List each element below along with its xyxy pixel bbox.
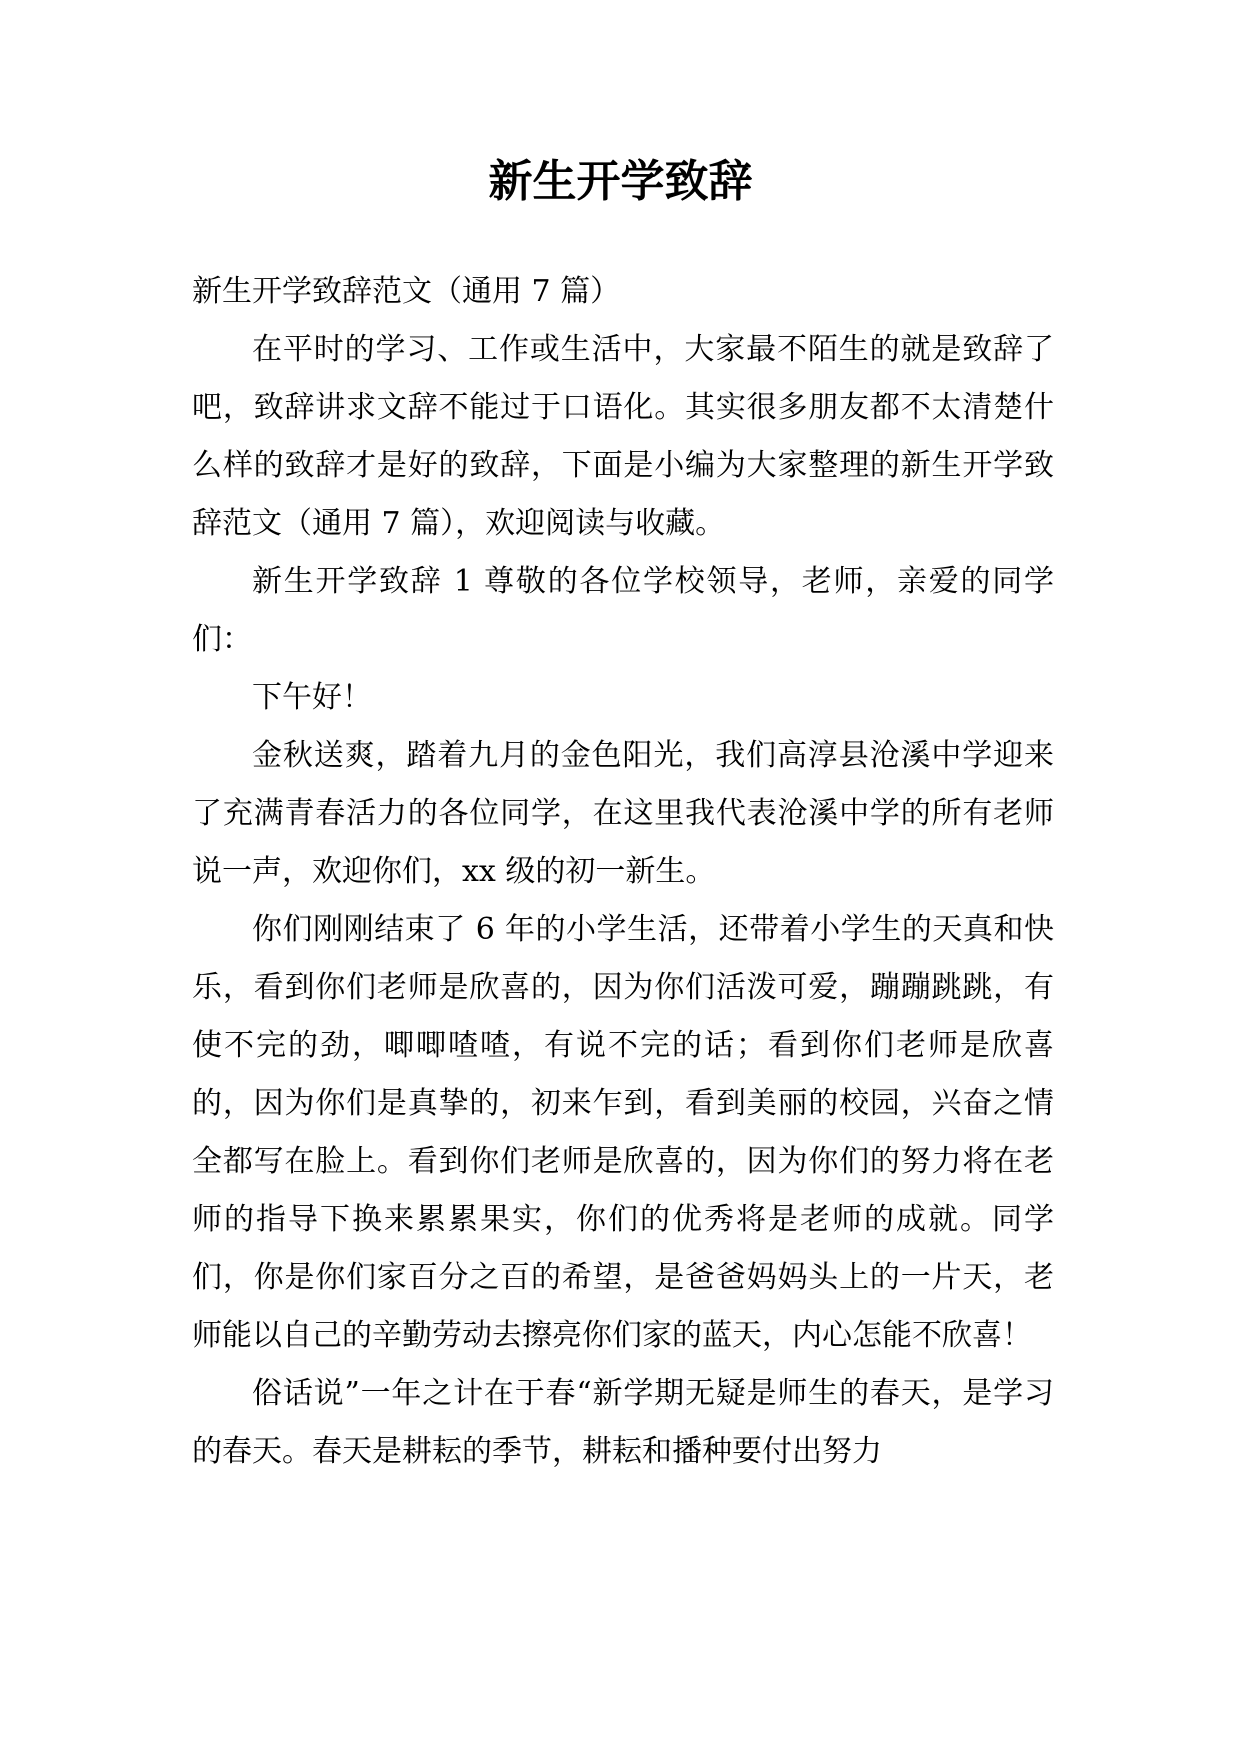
salutation-paragraph: 新生开学致辞 1 尊敬的各位学校领导，老师，亲爱的同学们： — [192, 564, 1054, 657]
body-paragraph: 俗话说”一年之计在于春“新学期无疑是师生的春天，是学习的春天。春天是耕耘的季节，耕耘和播种要付出努力 — [192, 1376, 1054, 1469]
subtitle-paragraph: 新生开学致辞范文（通用 7 篇） — [192, 274, 621, 309]
document-title: 新生开学致辞 — [488, 156, 753, 207]
intro-paragraph: 在平时的学习、工作或生活中，大家最不陌生的就是致辞了吧，致辞讲求文辞不能过于口语化。其实很多朋友都不太清楚什么样的致辞才是好的致辞，下面是小编为大家整理的新生开学致辞范文（通用 7 篇），欢迎阅读与收藏。 — [192, 332, 1054, 541]
body-paragraph: 你们刚刚结束了 6 年的小学生活，还带着小学生的天真和快乐，看到你们老师是欣喜的，因为你们活泼可爱，蹦蹦跳跳，有使不完的劲，唧唧喳喳，有说不完的话；看到你们老师是欣喜的，因为你们是真挚的，初来乍到，看到美丽的校园，兴奋之情全都写在脸上。看到你们老师是欣喜的，因为你们的努力将在老师的指导下换来累累果实，你们的优秀将是老师的成就。同学们，你是你们家百分之百的希望，是爸爸妈妈头上的一片天，老师能以自己的辛勤劳动去擦亮你们家的蓝天，内心怎能不欣喜！ — [192, 912, 1054, 1353]
body-paragraph: 金秋送爽，踏着九月的金色阳光，我们高淳县沧溪中学迎来了充满青春活力的各位同学，在这里我代表沧溪中学的所有老师说一声，欢迎你们，xx 级的初一新生。 — [192, 738, 1054, 889]
greeting-paragraph: 下午好！ — [252, 680, 372, 715]
document-body — [192, 263, 1054, 1481]
